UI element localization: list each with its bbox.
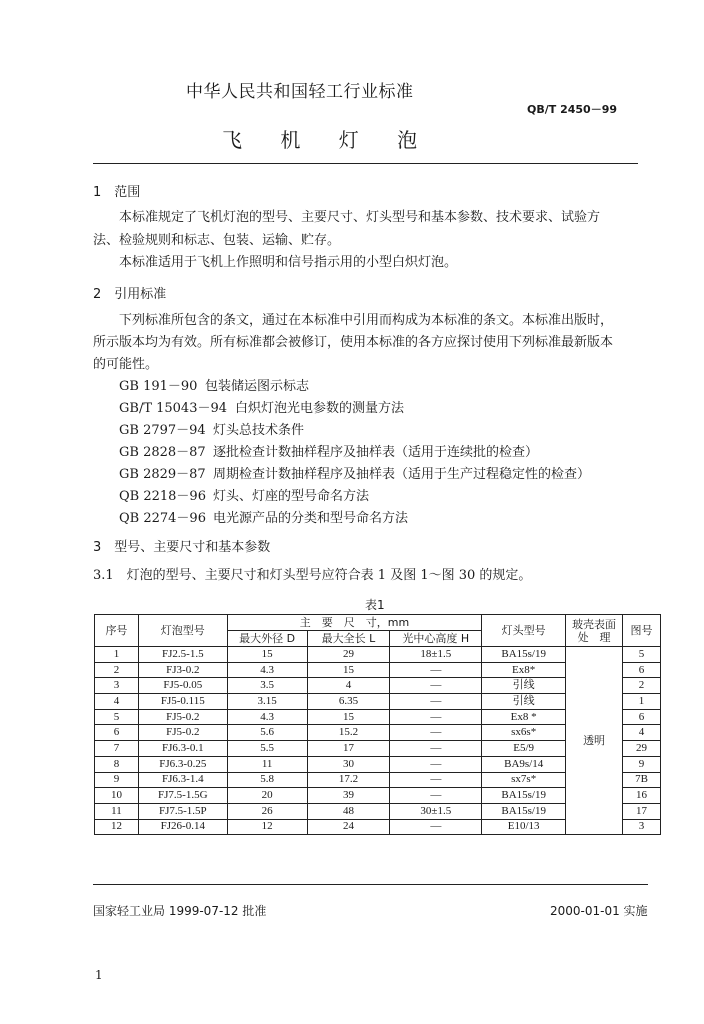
cell-diameter: 15 [227,647,307,663]
ref-code: GB 2797－94 [119,423,206,438]
cell-diameter: 4.3 [227,662,307,678]
cell-diameter: 3.5 [227,678,307,694]
ref-title: 白炽灯泡光电参数的测量方法 [235,401,405,416]
cell-no: 11 [95,803,139,819]
cell-model: FJ2.5-1.5 [138,647,227,663]
bulb-parameters-table [94,614,661,835]
section-2-para-line-2: 所示版本均为有效。所有标准都会被修订，使用本标准的各方应探讨使用下列标准最新版本 [93,335,614,350]
cell-model: FJ3-0.2 [138,662,227,678]
ref-title: 包装储运图示标志 [205,379,310,394]
cell-height: — [390,662,482,678]
cell-diameter: 11 [227,756,307,772]
section-2-para-line-3: 的可能性。 [93,357,159,372]
cell-base: BA15s/19 [482,647,566,663]
header-max-diameter: 最大外径 D [227,631,307,647]
cell-base: 引线 [482,694,566,710]
cell-length: 6.35 [307,694,390,710]
cell-diameter: 5.5 [227,741,307,757]
cell-height: 30±1.5 [390,803,482,819]
cell-no: 4 [95,694,139,710]
cell-diameter: 26 [227,803,307,819]
section-3-1-text: 3.1 灯泡的型号、主要尺寸和灯头型号应符合表 1 及图 1～图 30 的规定。 [93,568,532,583]
approval-statement: 国家轻工业局 1999-07-12 批准 [93,904,267,918]
cell-length: 17 [307,741,390,757]
ref-title: 灯头总技术条件 [213,423,305,438]
issuing-body: 中华人民共和国轻工行业标准 [186,82,414,102]
cell-figure: 1 [623,694,661,710]
cell-length: 15.2 [307,725,390,741]
cell-no: 6 [95,725,139,741]
cell-length: 29 [307,647,390,663]
header-light-center-height: 光中心高度 H [390,631,482,647]
cell-base: sx6s* [482,725,566,741]
cell-model: FJ7.5-1.5P [138,803,227,819]
cell-base: 引线 [482,678,566,694]
cell-figure: 6 [623,662,661,678]
cell-model: FJ5-0.115 [138,694,227,710]
header-figure-no: 图号 [623,615,661,647]
ref-title: 周期检查计数抽样程序及抽样表（适用于生产过程稳定性的检查） [213,467,591,482]
cell-no: 10 [95,788,139,804]
cell-figure: 2 [623,678,661,694]
cell-no: 7 [95,741,139,757]
cell-length: 48 [307,803,390,819]
cell-model: FJ6.3-1.4 [138,772,227,788]
cell-figure: 17 [623,803,661,819]
ref-code: GB 2828－87 [119,445,206,460]
cell-base: sx7s* [482,772,566,788]
cell-no: 9 [95,772,139,788]
header-serial-no: 序号 [95,615,139,647]
cell-no: 2 [95,662,139,678]
cell-height: — [390,788,482,804]
ref-code: GB 2829－87 [119,467,206,482]
cell-model: FJ26-0.14 [138,819,227,835]
section-1-heading: 1 范围 [93,185,141,200]
cell-diameter: 4.3 [227,709,307,725]
cell-figure: 5 [623,647,661,663]
cell-no: 3 [95,678,139,694]
table-caption: 表1 [365,598,385,612]
cell-height: — [390,678,482,694]
cell-length: 17.2 [307,772,390,788]
document-title: 飞 机 灯 泡 [222,128,434,152]
cell-model: FJ7.5-1.5G [138,788,227,804]
header-max-length: 最大全长 L [307,631,390,647]
cell-surface-transparent: 透明 [566,647,623,835]
section-3-heading: 3 型号、主要尺寸和基本参数 [93,540,271,555]
cell-height: — [390,819,482,835]
cell-model: FJ6.3-0.25 [138,756,227,772]
ref-code: GB/T 15043－94 [119,401,228,416]
cell-base: Ex8 * [482,709,566,725]
header-main-dimensions: 主 要 尺 寸，mm [227,615,482,631]
ref-title: 灯头、灯座的型号命名方法 [213,489,370,504]
cell-diameter: 12 [227,819,307,835]
header-rule [93,163,638,164]
effective-date: 2000-01-01 实施 [550,904,648,918]
ref-title: 逐批检查计数抽样程序及抽样表（适用于连续批的检查） [213,445,539,460]
cell-no: 8 [95,756,139,772]
page-number: 1 [95,968,103,982]
cell-height: — [390,709,482,725]
cell-diameter: 3.15 [227,694,307,710]
cell-figure: 4 [623,725,661,741]
cell-figure: 16 [623,788,661,804]
cell-figure: 9 [623,756,661,772]
section-1-para-1-line-2: 法、检验规则和标志、包装、运输、贮存。 [93,233,341,248]
table-row [95,647,661,663]
cell-length: 39 [307,788,390,804]
cell-diameter: 5.6 [227,725,307,741]
cell-model: FJ5-0.2 [138,725,227,741]
ref-code: QB 2218－96 [119,489,206,504]
cell-length: 15 [307,709,390,725]
section-1-para-1-line-1: 本标准规定了飞机灯泡的型号、主要尺寸、灯头型号和基本参数、技术要求、试验方 [119,210,601,225]
cell-length: 24 [307,819,390,835]
cell-figure: 29 [623,741,661,757]
cell-diameter: 5.8 [227,772,307,788]
cell-length: 30 [307,756,390,772]
ref-code: QB 2274－96 [119,511,206,526]
cell-base: Ex8* [482,662,566,678]
cell-no: 12 [95,819,139,835]
cell-no: 5 [95,709,139,725]
header-glass-surface: 玻壳表面处 理 [566,615,623,647]
cell-model: FJ6.3-0.1 [138,741,227,757]
standard-code: QB/T 2450－99 [527,103,618,116]
header-bulb-model: 灯泡型号 [138,615,227,647]
cell-base: BA15s/19 [482,803,566,819]
cell-base: E10/13 [482,819,566,835]
cell-base: BA9s/14 [482,756,566,772]
cell-model: FJ5-0.2 [138,709,227,725]
cell-figure: 6 [623,709,661,725]
cell-height: — [390,694,482,710]
cell-length: 4 [307,678,390,694]
cell-height: — [390,772,482,788]
ref-title: 电光源产品的分类和型号命名方法 [213,511,409,526]
section-2-para-line-1: 下列标准所包含的条文，通过在本标准中引用而构成为本标准的条文。本标准出版时， [119,313,614,328]
footer-rule [93,884,648,885]
cell-figure: 7B [623,772,661,788]
cell-length: 15 [307,662,390,678]
section-1-para-2: 本标准适用于飞机上作照明和信号指示用的小型白炽灯泡。 [119,255,458,270]
cell-height: — [390,756,482,772]
cell-height: — [390,741,482,757]
cell-figure: 3 [623,819,661,835]
cell-height: — [390,725,482,741]
ref-code: GB 191－90 [119,379,198,394]
cell-model: FJ5-0.05 [138,678,227,694]
cell-height: 18±1.5 [390,647,482,663]
cell-base: E5/9 [482,741,566,757]
cell-diameter: 20 [227,788,307,804]
cell-no: 1 [95,647,139,663]
header-base-type: 灯头型号 [482,615,566,647]
cell-base: BA15s/19 [482,788,566,804]
section-2-heading: 2 引用标准 [93,287,167,302]
